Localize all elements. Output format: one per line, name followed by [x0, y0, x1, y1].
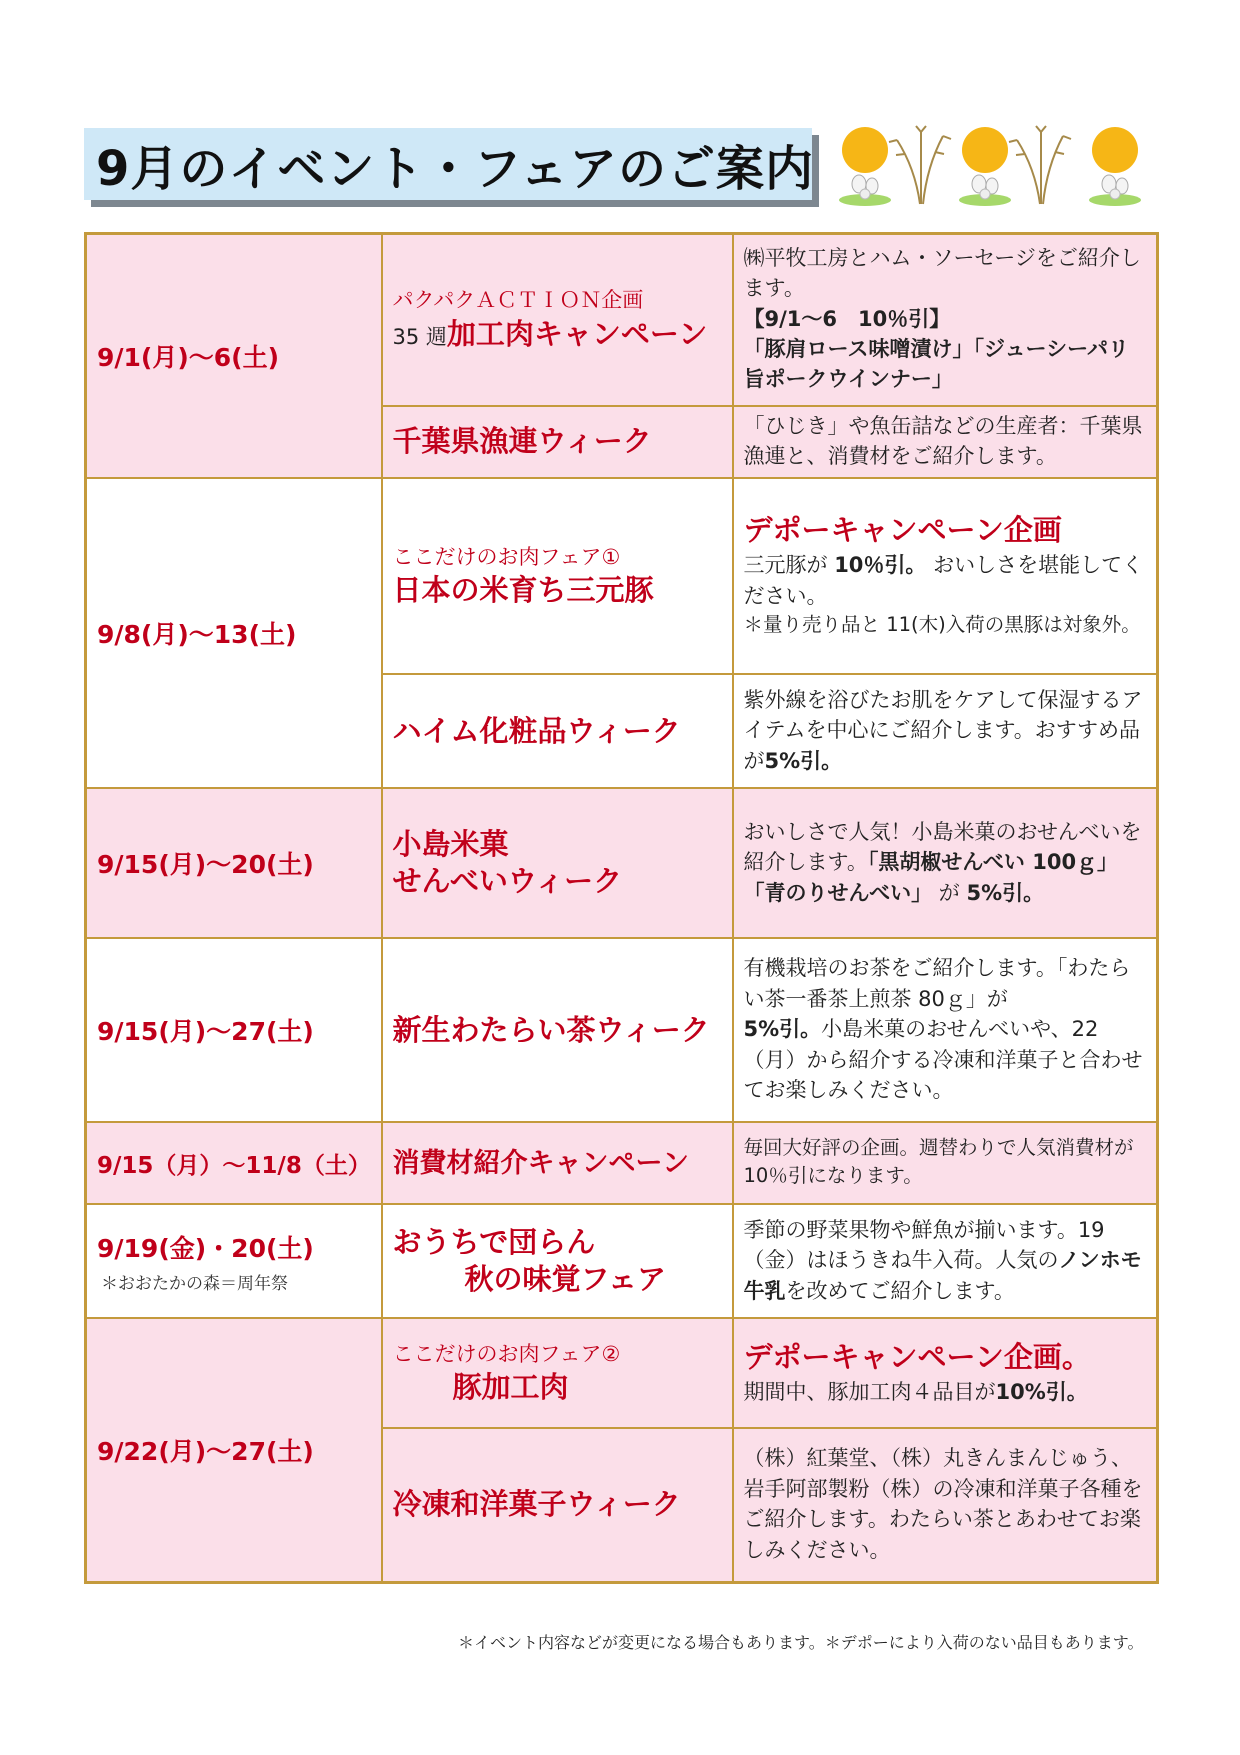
description-text: 季節の野菜果物や鮮魚が揃います。19（金）はほうきね牛入荷。人気の: [743, 1217, 1105, 1273]
table-row: [86, 1204, 1158, 1318]
event-title: せんべいウィーク: [392, 864, 623, 899]
discount-text: 【9/1～6 10％引】: [743, 306, 951, 331]
event-date: 9/15（月）～11/8（土）: [86, 1122, 382, 1204]
event-title: 豚加工肉: [452, 1370, 569, 1405]
event-name: [382, 1428, 733, 1582]
discount-text: 5%引。: [743, 1017, 822, 1042]
moon-viewing-illustration: [835, 118, 1165, 210]
table-row: [86, 788, 1158, 938]
event-subtitle: ここだけのお肉フェア②: [392, 1341, 621, 1366]
discount-text: 10％引。: [834, 553, 927, 578]
table-row: [86, 1122, 1158, 1204]
exclusion-note: ＊量り売り品と 11(木)入荷の黒豚は対象外。: [743, 613, 1141, 637]
event-description: 「ひじき」や魚缶詰などの生産者：千葉県漁連と、消費材をご紹介します。: [733, 406, 1158, 479]
event-date: 9/8(月)～13(土): [86, 478, 382, 788]
product-names: 「黒胡椒せんべい 100ｇ」「青のりせんべい」: [743, 850, 1119, 905]
event-name: [382, 406, 733, 479]
event-description: [733, 478, 1158, 674]
event-title: 消費材紹介キャンペーン: [392, 1147, 689, 1179]
event-description: 毎回大好評の企画。週替わりで人気消費材が 10％引になります。: [733, 1122, 1158, 1204]
full-moon-icon: [1089, 127, 1141, 206]
event-week-number: 35 週: [392, 324, 447, 349]
event-title: ハイム化粧品ウィーク: [392, 713, 681, 748]
discount-text: 5%引。: [966, 880, 1045, 905]
event-title: 新生わたらい茶ウィーク: [392, 1012, 710, 1047]
event-subtitle: パクパクＡＣＴＩＯＮ企画: [392, 288, 644, 313]
event-name: [382, 478, 733, 674]
campaign-title: デポーキャンペーン企画: [743, 513, 1062, 548]
event-description: [733, 938, 1158, 1122]
event-description: [733, 788, 1158, 938]
event-title: 冷凍和洋菓子ウィーク: [392, 1487, 681, 1522]
product-names: ノンホモ牛乳: [743, 1248, 1142, 1303]
event-title: 加工肉キャンペーン: [446, 316, 708, 351]
event-name: [382, 788, 733, 938]
description-text: が: [938, 880, 960, 905]
description-text: 有機栽培のお茶をご紹介します。「わたらい茶一番茶上煎茶 80ｇ」が: [743, 956, 1131, 1011]
description-text: おいしさで人気！小島米菓のおせんべいを紹介します。: [743, 819, 1142, 875]
description-text: を改めてご紹介します。: [785, 1278, 1015, 1303]
full-moon-icon: [839, 127, 891, 206]
event-title: 秋の味覚フェア: [464, 1262, 667, 1297]
description-text: 三元豚が: [743, 553, 828, 578]
event-title: 千葉県漁連ウィーク: [392, 424, 652, 459]
discount-text: 10%引。: [995, 1379, 1088, 1404]
event-name: [382, 1318, 733, 1428]
event-name: [382, 938, 733, 1122]
pampas-grass-icon: [889, 126, 951, 204]
event-description: [733, 674, 1158, 788]
description-text: 紫外線を浴びたお肌をケアして保湿するアイテムを中心にご紹介します。おすすめ品が: [743, 687, 1143, 773]
description-text: ㈱平牧工房とハム・ソーセージをご紹介します。: [743, 245, 1141, 301]
event-date: [86, 1204, 382, 1318]
event-date: 9/22(月)～27(土): [86, 1318, 382, 1582]
discount-text: 5%引。: [764, 748, 843, 773]
event-name: [382, 1122, 733, 1204]
event-date: 9/1(月)～6(土): [86, 234, 382, 479]
pampas-grass-icon: [1009, 126, 1071, 204]
event-subtitle: ここだけのお肉フェア①: [392, 544, 621, 569]
event-description: [733, 1318, 1158, 1428]
table-row: [86, 234, 1158, 406]
event-description: [733, 1204, 1158, 1318]
event-date-text: 9/19(金)・20(土): [97, 1233, 314, 1263]
event-name: [382, 1204, 733, 1318]
description-text: 小島米菓のおせんべいや、22（月）から紹介する冷凍和洋菓子と合わせてお楽しみください。: [743, 1017, 1143, 1103]
description-text: 期間中、豚加工肉４品目が: [743, 1379, 996, 1404]
event-title: おうちで団らん: [392, 1224, 596, 1259]
full-moon-icon: [959, 127, 1011, 206]
event-date: 9/15(月)～20(土): [86, 788, 382, 938]
anniversary-note: ＊おおたかの森＝周年祭: [101, 1273, 288, 1294]
table-row: [86, 478, 1158, 674]
footer-note: ＊イベント内容などが変更になる場合もあります。＊デポーにより入荷のない品目もあります。: [458, 1633, 1144, 1652]
table-row: [86, 1318, 1158, 1428]
event-description: （株）紅葉堂、（株）丸きんまんじゅう、岩手阿部製粉（株）の冷凍和洋菓子各種をご紹介します。わたらい茶とあわせてお楽しみください。: [733, 1428, 1158, 1582]
event-title: 小島米菓: [392, 826, 509, 861]
event-title: 日本の米育ち三元豚: [392, 573, 654, 608]
event-date: 9/15(月)～27(土): [86, 938, 382, 1122]
campaign-title: デポーキャンペーン企画。: [743, 1339, 1091, 1374]
event-name: [382, 234, 733, 406]
event-table: [84, 232, 1159, 1584]
product-names: 「豚肩ロース味噌漬け」「ジューシーパリ旨ポークウインナー」: [743, 336, 1130, 392]
table-row: [86, 938, 1158, 1122]
description-text: おいしさを堪能してください。: [743, 553, 1144, 608]
event-name: [382, 674, 733, 788]
page-title-box: [84, 128, 812, 200]
event-description: [733, 234, 1158, 406]
page-title: 9月のイベント・フェアのご案内: [96, 140, 814, 197]
